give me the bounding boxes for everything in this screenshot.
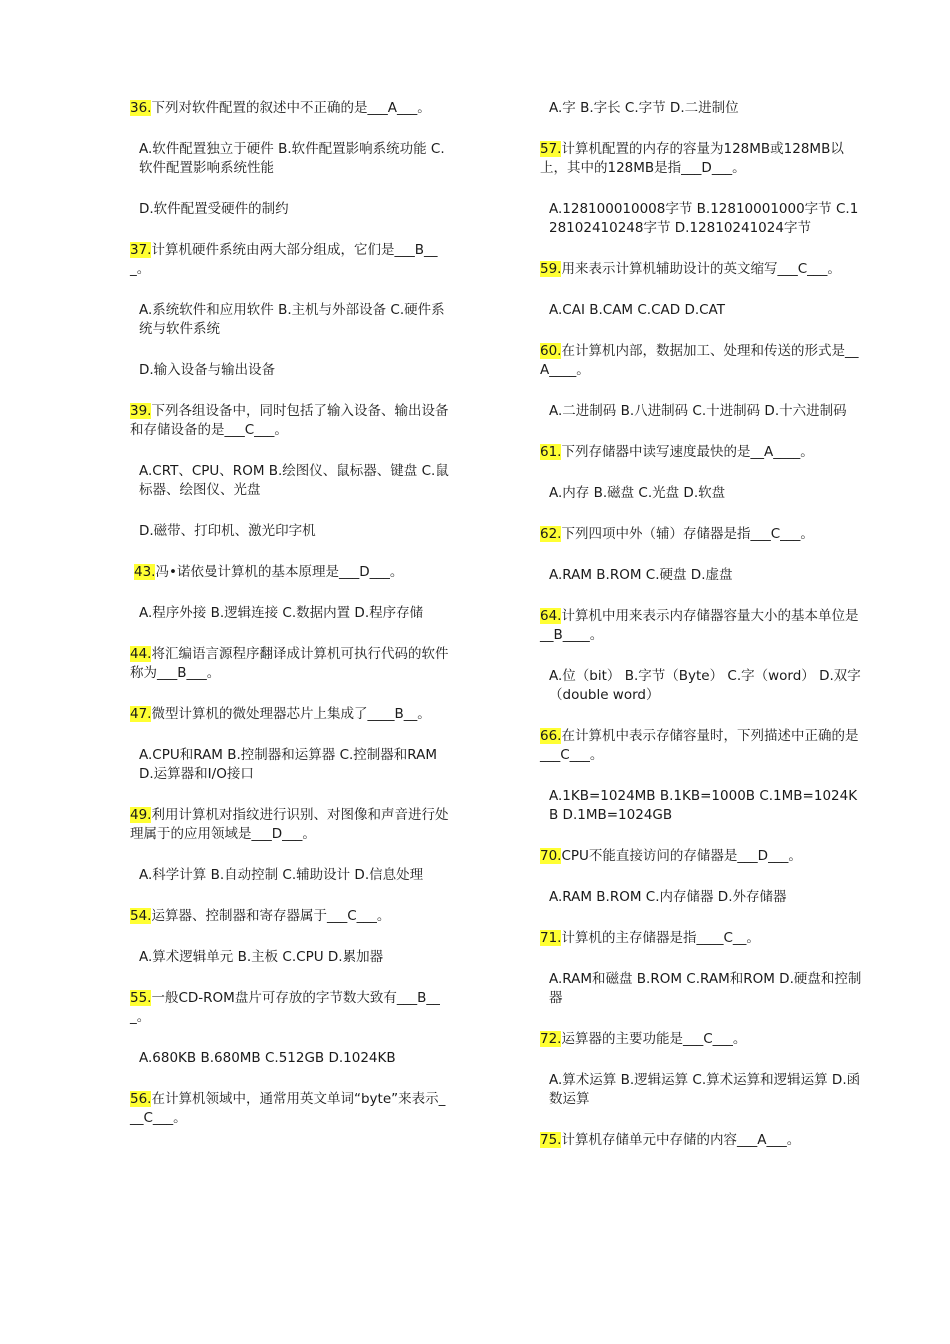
question-number: 64. <box>540 608 562 624</box>
options-text: A.1KB=1024MB B.1KB=1000B C.1MB=1024KB D.1MB=1024GB <box>549 788 858 823</box>
question-number: 59. <box>540 261 562 277</box>
answer-options <box>540 787 862 825</box>
answer-options <box>130 604 452 623</box>
question-text: 一般CD-ROM盘片可存放的字节数大致有___B___。 <box>130 990 440 1025</box>
options-text: D.磁带、打印机、激光印字机 <box>139 523 316 539</box>
question-item <box>130 241 452 279</box>
question-text: 用来表示计算机辅助设计的英文缩写___C___。 <box>561 261 841 277</box>
options-text: A.系统软件和应用软件 B.主机与外部设备 C.硬件系统与软件系统 <box>139 302 445 337</box>
question-item <box>540 525 862 544</box>
question-number: 57. <box>540 141 562 157</box>
options-text: A.科学计算 B.自动控制 C.辅助设计 D.信息处理 <box>139 867 424 883</box>
answer-options <box>540 566 862 585</box>
options-text: D.输入设备与输出设备 <box>139 362 276 378</box>
answer-options <box>130 140 452 178</box>
question-item <box>540 727 862 765</box>
question-text: 下列对软件配置的叙述中不正确的是___A___。 <box>151 100 431 116</box>
answer-options <box>540 200 862 238</box>
question-number: 44. <box>130 646 152 662</box>
question-text: 在计算机中表示存储容量时，下列描述中正确的是___C___。 <box>540 728 859 763</box>
question-item <box>130 645 452 683</box>
options-text: A.RAM B.ROM C.硬盘 D.虚盘 <box>549 567 733 583</box>
question-item <box>540 929 862 948</box>
question-item <box>130 989 452 1027</box>
answer-options <box>130 462 452 500</box>
options-text: A.算术运算 B.逻辑运算 C.算术运算和逻辑运算 D.函数运算 <box>549 1072 861 1107</box>
options-text: A.680KB B.680MB C.512GB D.1024KB <box>139 1050 396 1066</box>
answer-options <box>540 99 862 118</box>
question-item <box>540 847 862 866</box>
question-item <box>540 260 862 279</box>
options-text: A.内存 B.磁盘 C.光盘 D.软盘 <box>549 485 726 501</box>
question-number: 66. <box>540 728 562 744</box>
options-text: A.128100010008字节 B.12810001000字节 C.128102410248字节 D.12810241024字节 <box>549 201 859 236</box>
question-number: 55. <box>130 990 152 1006</box>
question-item <box>540 443 862 462</box>
answer-options <box>130 746 452 784</box>
answer-options <box>540 484 862 503</box>
answer-options <box>540 402 862 421</box>
options-text: D.软件配置受硬件的制约 <box>139 201 289 217</box>
answer-options <box>130 866 452 885</box>
options-text: A.二进制码 B.八进制码 C.十进制码 D.十六进制码 <box>549 403 847 419</box>
question-item <box>540 1030 862 1049</box>
left-column <box>130 99 452 1150</box>
question-text: 下列存储器中读写速度最快的是__A____。 <box>561 444 814 460</box>
question-number: 72. <box>540 1031 562 1047</box>
question-item <box>540 607 862 645</box>
question-number: 60. <box>540 343 562 359</box>
answer-options <box>540 970 862 1008</box>
question-number: 62. <box>540 526 562 542</box>
options-text: A.程序外接 B.逻辑连接 C.数据内置 D.程序存储 <box>139 605 424 621</box>
question-number: 54. <box>130 908 152 924</box>
question-number: 39. <box>130 403 152 419</box>
question-item <box>130 99 452 118</box>
question-text: 计算机中用来表示内存储器容量大小的基本单位是__B____。 <box>540 608 859 643</box>
answer-options <box>130 1049 452 1068</box>
answer-options <box>130 948 452 967</box>
options-text: A.CPU和RAM B.控制器和运算器 C.控制器和RAM D.运算器和I/O接口 <box>139 747 438 782</box>
question-text: 冯•诺依曼计算机的基本原理是___D___。 <box>155 564 404 580</box>
options-text: A.CRT、CPU、ROM B.绘图仪、鼠标器、键盘 C.鼠标器、绘图仪、光盘 <box>139 463 449 498</box>
options-text: A.RAM B.ROM C.内存储器 D.外存储器 <box>549 889 787 905</box>
answer-options <box>540 1071 862 1109</box>
question-text: 计算机存储单元中存储的内容___A___。 <box>561 1132 801 1148</box>
question-number: 49. <box>130 807 152 823</box>
question-text: 计算机的主存储器是指____C__。 <box>561 930 760 946</box>
question-item <box>130 907 452 926</box>
question-text: 下列四项中外（辅）存储器是指___C___。 <box>561 526 814 542</box>
answer-options <box>130 522 452 541</box>
question-item <box>540 1131 862 1150</box>
options-text: A.字 B.字长 C.字节 D.二进制位 <box>549 100 739 116</box>
question-text: 在计算机领域中，通常用英文单词“byte”来表示___C___。 <box>130 1091 446 1126</box>
question-number: 36. <box>130 100 152 116</box>
question-item <box>540 140 862 178</box>
answer-options <box>540 301 862 320</box>
question-item <box>130 402 452 440</box>
question-text: 运算器的主要功能是___C___。 <box>561 1031 747 1047</box>
question-number: 71. <box>540 930 562 946</box>
answer-options <box>540 667 862 705</box>
question-text: 计算机配置的内存的容量为128MB或128MB以上，其中的128MB是指___D___。 <box>540 141 844 176</box>
question-text: 利用计算机对指纹进行识别、对图像和声音进行处理属于的应用领域是___D___。 <box>130 807 449 842</box>
question-number: 61. <box>540 444 562 460</box>
answer-options <box>130 200 452 219</box>
question-item <box>130 806 452 844</box>
question-number: 37. <box>130 242 152 258</box>
question-number: 56. <box>130 1091 152 1107</box>
options-text: A.RAM和磁盘 B.ROM C.RAM和ROM D.硬盘和控制器 <box>549 971 862 1006</box>
right-column <box>540 99 862 1172</box>
options-text: A.CAI B.CAM C.CAD D.CAT <box>549 302 725 318</box>
question-text: 下列各组设备中，同时包括了输入设备、输出设备和存储设备的是___C___。 <box>130 403 449 438</box>
question-text: 将汇编语言源程序翻译成计算机可执行代码的软件称为___B___。 <box>130 646 449 681</box>
question-text: 在计算机内部，数据加工、处理和传送的形式是__A____。 <box>540 343 859 378</box>
question-number: 70. <box>540 848 562 864</box>
answer-options <box>130 301 452 339</box>
question-text: CPU不能直接访问的存储器是___D___。 <box>561 848 802 864</box>
question-number: 47. <box>130 706 152 722</box>
question-number: 43. <box>134 564 156 580</box>
question-text: 运算器、控制器和寄存器属于___C___。 <box>151 908 391 924</box>
question-item <box>130 1090 452 1128</box>
question-text: 计算机硬件系统由两大部分组成，它们是___B___。 <box>130 242 438 277</box>
question-item <box>130 563 452 582</box>
question-number: 75. <box>540 1132 562 1148</box>
options-text: A.位（bit） B.字节（Byte） C.字（word） D.双字（double word） <box>549 668 861 703</box>
options-text: A.软件配置独立于硬件 B.软件配置影响系统功能 C.软件配置影响系统性能 <box>139 141 445 176</box>
question-item <box>130 705 452 724</box>
question-text: 微型计算机的微处理器芯片上集成了____B__。 <box>151 706 431 722</box>
options-text: A.算术逻辑单元 B.主板 C.CPU D.累加器 <box>139 949 384 965</box>
question-item <box>540 342 862 380</box>
answer-options <box>540 888 862 907</box>
answer-options <box>130 361 452 380</box>
